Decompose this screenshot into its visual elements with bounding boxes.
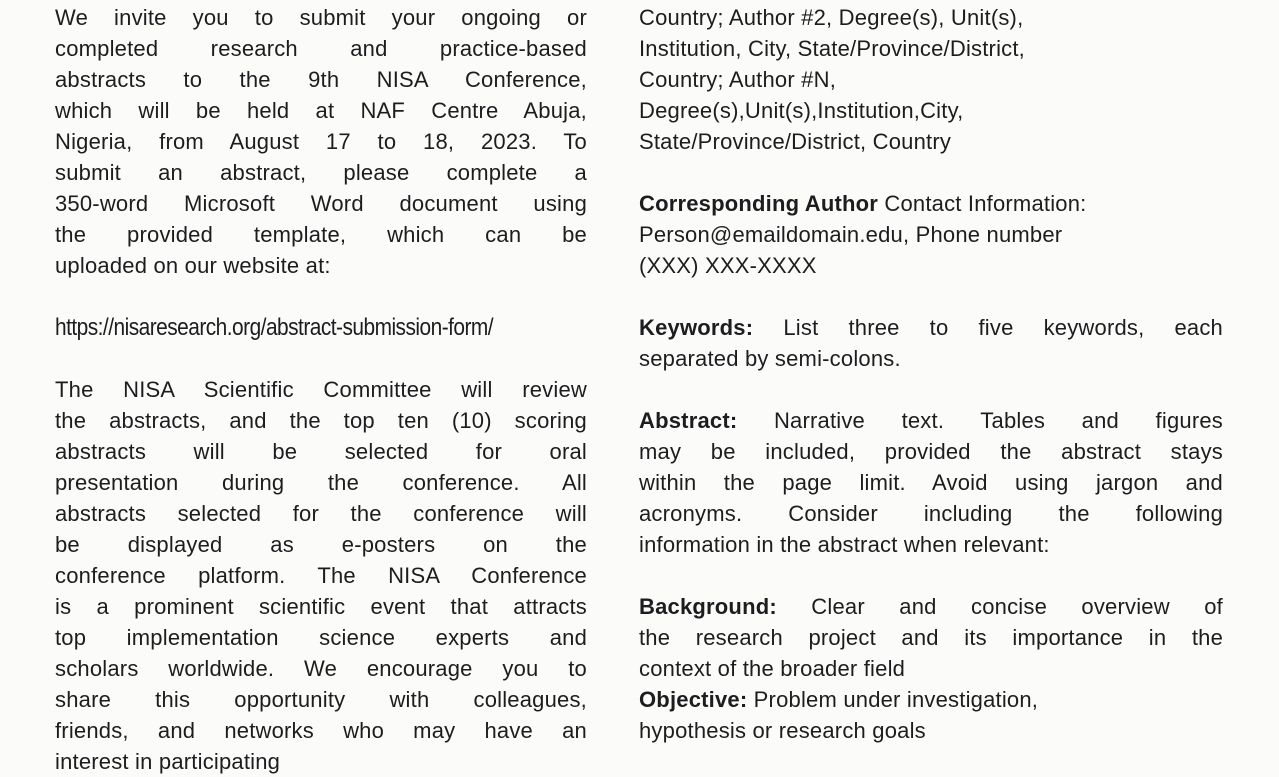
text-line: presentation during the conference. All (55, 470, 587, 495)
text-line: State/Province/District, Country (639, 129, 952, 154)
text-line: Corresponding Author Contact Information: (639, 191, 1087, 216)
text-line: share this opportunity with colleagues, (55, 687, 587, 712)
review-paragraph (55, 374, 587, 777)
author-format-block (639, 2, 1223, 157)
text-line: which will be held at NAF Centre Abuja, (55, 98, 587, 123)
corresponding-author-block (639, 188, 1223, 281)
text-line: acronyms. Consider including the following (639, 501, 1223, 526)
background-block (639, 591, 1223, 684)
submission-url: https://nisaresearch.org/abstract-submission-form/ (55, 314, 494, 341)
left-column (55, 2, 587, 777)
text-line: friends, and networks who may have an (55, 718, 587, 743)
bold-label: Keywords: (639, 315, 754, 340)
bold-label: Objective: (639, 687, 748, 712)
text-line: (XXX) XXX-XXXX (639, 253, 817, 278)
text-line: the provided template, which can be (55, 222, 587, 247)
text-line: Institution, City, State/Province/District, (639, 36, 1025, 61)
text-line: We invite you to submit your ongoing or (55, 5, 587, 30)
text-line: Country; Author #2, Degree(s), Unit(s), (639, 5, 1024, 30)
text-line: context of the broader field (639, 656, 906, 681)
text-line: the research project and its importance in the (639, 625, 1223, 650)
text-line: Abstract: Narrative text. Tables and figures (639, 408, 1223, 433)
text-line: is a prominent scientific event that attracts (55, 594, 587, 619)
bold-label: Corresponding Author (639, 191, 879, 216)
text-line: conference platform. The NISA Conference (55, 563, 587, 588)
right-column (639, 2, 1223, 746)
text-line: Nigeria, from August 17 to 18, 2023. To (55, 129, 587, 154)
text-line: completed research and practice-based (55, 36, 587, 61)
text-line: separated by semi-colons. (639, 346, 901, 371)
text-line: interest in participating (55, 749, 281, 774)
text-line: scholars worldwide. We encourage you to (55, 656, 587, 681)
abstract-block (639, 405, 1223, 560)
text-line: may be included, provided the abstract stays (639, 439, 1223, 464)
text-line: Country; Author #N, (639, 67, 837, 92)
text-line: submit an abstract, please complete a (55, 160, 587, 185)
text-line: Person@emaildomain.edu, Phone number (639, 222, 1063, 247)
text-line: abstracts selected for the conference will (55, 501, 587, 526)
text-line: Keywords: List three to five keywords, each (639, 315, 1223, 340)
text-line: Degree(s),Unit(s),Institution,City, (639, 98, 964, 123)
text-line: the abstracts, and the top ten (10) scoring (55, 408, 587, 433)
text-line: Background: Clear and concise overview of (639, 594, 1223, 619)
text-line: top implementation science experts and (55, 625, 587, 650)
text-line: The NISA Scientific Committee will review (55, 377, 587, 402)
text-line: hypothesis or research goals (639, 718, 926, 743)
submission-url-block (55, 312, 587, 343)
objective-block (639, 684, 1223, 746)
text-line: information in the abstract when relevant: (639, 532, 1050, 557)
intro-paragraph (55, 2, 587, 281)
text-line: uploaded on our website at: (55, 253, 331, 278)
bold-label: Background: (639, 594, 777, 619)
text-line: abstracts will be selected for oral (55, 439, 587, 464)
keywords-block (639, 312, 1223, 374)
text-line: 350-word Microsoft Word document using (55, 191, 587, 216)
text-line: Objective: Problem under investigation, (639, 687, 1039, 712)
text-line: within the page limit. Avoid using jargon and (639, 470, 1223, 495)
text-line: abstracts to the 9th NISA Conference, (55, 67, 587, 92)
bold-label: Abstract: (639, 408, 738, 433)
text-line: be displayed as e-posters on the (55, 532, 587, 557)
